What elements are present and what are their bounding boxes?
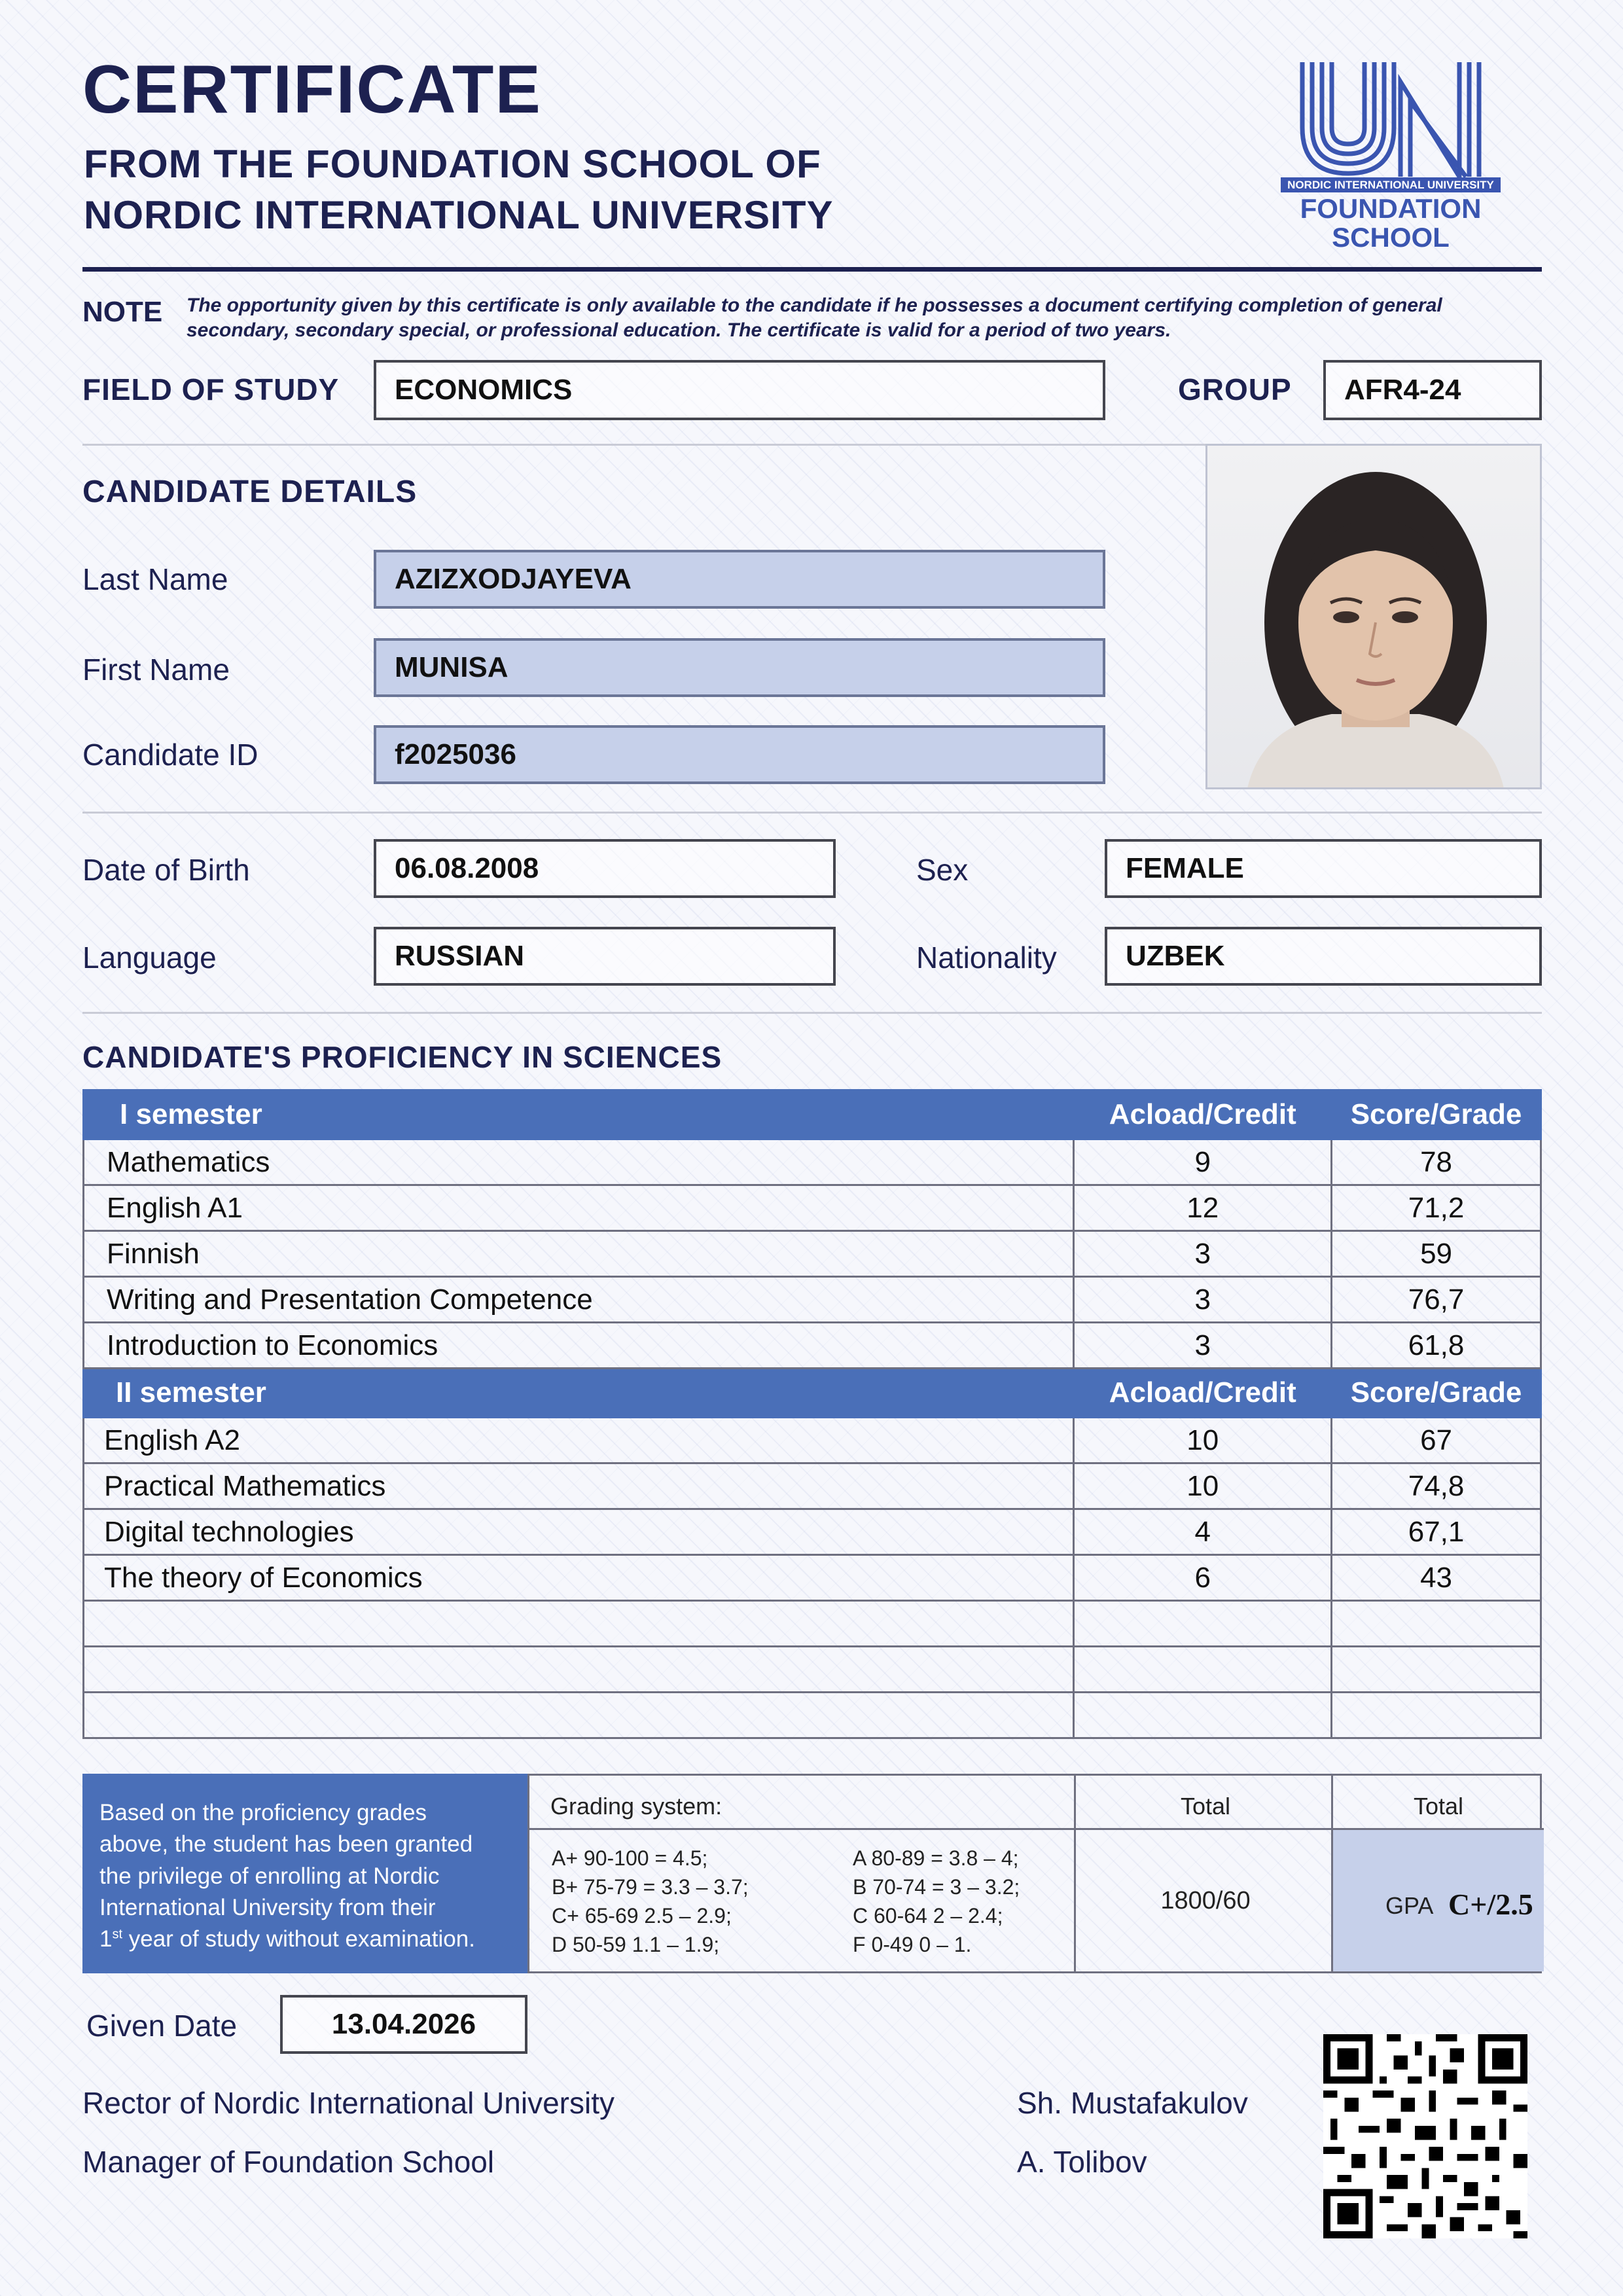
last-name-label: Last Name	[82, 562, 228, 596]
language-label: Language	[82, 941, 217, 975]
table-row	[84, 1185, 1541, 1231]
sex-value: FEMALE	[1105, 839, 1542, 898]
total-label: Total	[1180, 1793, 1231, 1820]
semester-2-label: II semester	[84, 1369, 1074, 1418]
statement-line: above, the student has been granted	[99, 1831, 473, 1857]
grading-scale-left: A+ 90-100 = 4.5; B+ 75-79 = 3.3 – 3.7; C+ 65-69 2.5 – 2.9; D 50-59 1.1 – 1.9;	[552, 1846, 749, 1957]
statement-line: the privilege of enrolling at Nordic	[99, 1863, 440, 1889]
score-cell: 76,7	[1332, 1277, 1541, 1323]
subject-cell: Finnish	[84, 1231, 1074, 1277]
table-row	[84, 1509, 1541, 1555]
gpa-cell	[1331, 1774, 1542, 1973]
nationality-label: Nationality	[916, 941, 1057, 975]
candidate-id-label: Candidate ID	[82, 738, 259, 772]
credit-cell: 3	[1074, 1323, 1332, 1369]
statement-line: 1st year of study without examination.	[99, 1926, 475, 1952]
certificate-subtitle	[84, 139, 833, 241]
last-name-value: AZIZXODJAYEVA	[374, 550, 1105, 609]
table-row	[84, 1555, 1541, 1601]
subject-cell: The theory of Economics	[84, 1555, 1074, 1601]
subject-cell: Practical Mathematics	[84, 1463, 1074, 1509]
statement-line: International University from their	[99, 1894, 436, 1920]
logo-line-2: SCHOOL	[1332, 222, 1450, 253]
given-date-label: Given Date	[86, 2009, 238, 2043]
empty-row	[84, 1693, 1541, 1738]
dob-value: 06.08.2008	[374, 839, 836, 898]
group-value: AFR4-24	[1323, 360, 1542, 420]
subject-cell: Mathematics	[84, 1139, 1074, 1185]
manager-title: Manager of Foundation School	[82, 2145, 495, 2179]
table-row	[84, 1231, 1541, 1277]
first-name-label: First Name	[82, 653, 230, 687]
subject-cell: English A1	[84, 1185, 1074, 1231]
table-row	[84, 1418, 1541, 1463]
header-rule	[82, 267, 1542, 272]
table-row	[84, 1277, 1541, 1323]
subject-cell: Introduction to Economics	[84, 1323, 1074, 1369]
grading-scale-right: A 80-89 = 3.8 – 4; B 70-74 = 3 – 3.2; C 60-64 2 – 2.4; F 0-49 0 – 1.	[853, 1846, 1020, 1957]
divider	[82, 1012, 1542, 1014]
proficiency-heading: CANDIDATE'S PROFICIENCY IN SCIENCES	[82, 1040, 722, 1074]
score-cell: 74,8	[1332, 1463, 1541, 1509]
total-credits-cell	[1074, 1774, 1333, 1973]
nationality-value: UZBEK	[1105, 927, 1542, 986]
credit-column-header: Acload/Credit	[1074, 1369, 1332, 1418]
total-label: Total	[1413, 1793, 1464, 1820]
score-cell: 43	[1332, 1555, 1541, 1601]
language-value: RUSSIAN	[374, 927, 836, 986]
note-text: The opportunity given by this certificate is only available to the candidate if he possesses a document certifying completion of general secondary, secondary special, or professional education. The certificate is valid for a period of two years.	[187, 295, 1442, 341]
credit-cell: 10	[1074, 1463, 1332, 1509]
manager-name: A. Tolibov	[1017, 2145, 1147, 2179]
gpa-value: C+/2.5	[1448, 1888, 1533, 1921]
empty-row	[84, 1647, 1541, 1693]
qr-code-icon[interactable]	[1323, 2034, 1527, 2238]
grading-system-title: Grading system:	[550, 1793, 722, 1820]
semester-header-row	[84, 1369, 1541, 1418]
score-cell: 67,1	[1332, 1509, 1541, 1555]
empty-row	[84, 1601, 1541, 1647]
dob-label: Date of Birth	[82, 853, 250, 887]
group-label: GROUP	[1178, 372, 1292, 406]
subject-cell: Writing and Presentation Competence	[84, 1277, 1074, 1323]
credit-cell: 3	[1074, 1277, 1332, 1323]
credit-cell: 4	[1074, 1509, 1332, 1555]
first-name-value: MUNISA	[374, 638, 1105, 697]
statement-line: Based on the proficiency grades	[99, 1800, 427, 1825]
score-cell: 67	[1332, 1418, 1541, 1463]
credit-cell: 12	[1074, 1185, 1332, 1231]
portrait-image	[1207, 446, 1542, 789]
table-row	[84, 1323, 1541, 1369]
grading-system-cell	[527, 1774, 1076, 1973]
divider	[82, 812, 1542, 814]
field-of-study-label: FIELD OF STUDY	[82, 372, 340, 406]
credit-cell: 3	[1074, 1231, 1332, 1277]
credit-cell: 10	[1074, 1418, 1332, 1463]
credit-column-header: Acload/Credit	[1074, 1090, 1332, 1139]
score-cell: 59	[1332, 1231, 1541, 1277]
subtitle-line-2: NORDIC INTERNATIONAL UNIVERSITY	[84, 193, 834, 237]
rector-title: Rector of Nordic International University	[82, 2086, 615, 2120]
candidate-id-value: f2025036	[374, 725, 1105, 784]
semester-header-row	[84, 1090, 1541, 1139]
score-cell: 71,2	[1332, 1185, 1541, 1231]
score-cell: 61,8	[1332, 1323, 1541, 1369]
score-column-header: Score/Grade	[1332, 1369, 1541, 1418]
grading-summary	[527, 1774, 1542, 1973]
score-column-header: Score/Grade	[1332, 1090, 1541, 1139]
candidate-photo	[1205, 444, 1542, 789]
credit-cell: 6	[1074, 1555, 1332, 1601]
subject-cell: English A2	[84, 1418, 1074, 1463]
given-date-value: 13.04.2026	[280, 1995, 527, 2054]
score-cell: 78	[1332, 1139, 1541, 1185]
table-row	[84, 1463, 1541, 1509]
subtitle-line-1: FROM THE FOUNDATION SCHOOL OF	[84, 142, 821, 186]
university-logo	[1276, 56, 1505, 252]
table-row	[84, 1139, 1541, 1185]
uni-logo-icon	[1276, 56, 1505, 187]
semester-1-label: I semester	[84, 1090, 1074, 1139]
certificate-title: CERTIFICATE	[82, 52, 542, 128]
credit-cell: 9	[1074, 1139, 1332, 1185]
gpa-label: GPA	[1385, 1892, 1434, 1919]
enrollment-statement	[82, 1774, 527, 1973]
candidate-details-heading: CANDIDATE DETAILS	[82, 475, 418, 509]
note-label: NOTE	[82, 296, 163, 328]
logo-line-1: FOUNDATION	[1300, 193, 1482, 224]
subject-cell: Digital technologies	[84, 1509, 1074, 1555]
field-of-study-value: ECONOMICS	[374, 360, 1105, 420]
grades-table	[82, 1089, 1542, 1739]
divider	[82, 444, 1205, 446]
logo-small-text: NORDIC INTERNATIONAL UNIVERSITY	[1281, 177, 1501, 192]
rector-name: Sh. Mustafakulov	[1017, 2086, 1248, 2120]
sex-label: Sex	[916, 853, 969, 887]
total-credits-value: 1800/60	[1160, 1887, 1251, 1914]
